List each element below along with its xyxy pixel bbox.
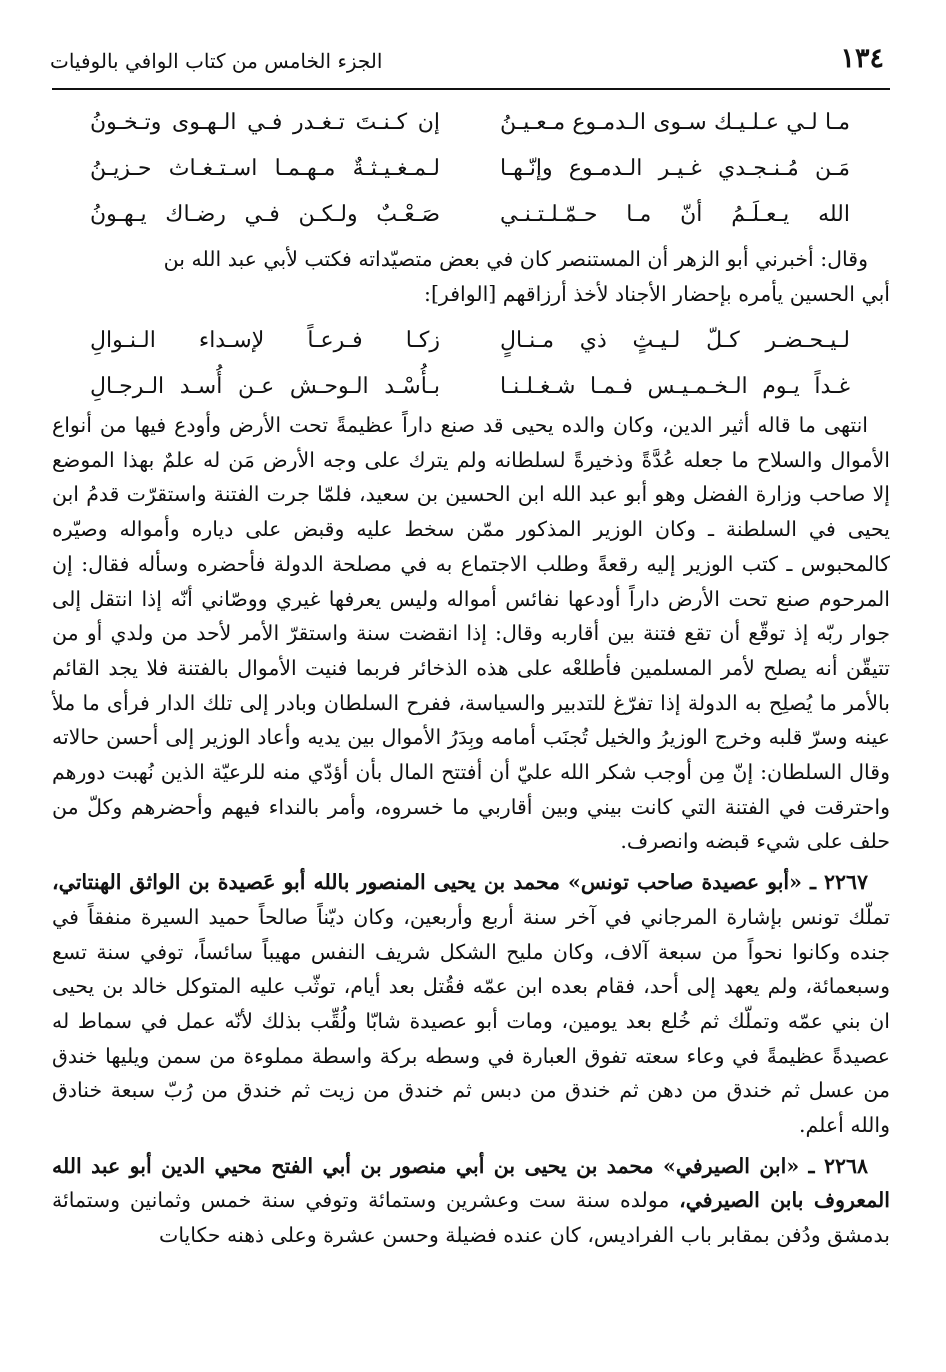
- verse-second-hemistich: لـمـغـيـثـةٌ مـهـمـا اسـتـغـاث حـزيـنُ: [90, 156, 440, 181]
- entry-body: تملّك تونس بإشارة المرجاني في آخر سنة أربع وأربعين، وكان ديّناً صالحاً حميد السيرة منفقاً في جنده وكانوا نحواً من سبعة آلاف، وكان مليح الشكل شريف النفس مهيباً سائساً، توفي سنة تسع وسبعمائة، ولم يعهد إلى أحد، فقام بعده ابن عمّه فقُتل بعد أيام، توثّب عليه المتوكل خالد بن يحيى ان بني عمّه وتملّك ثم خُلع بعد يومين، ومات أبو عصيدة شابّا ولُقِّب بذلك لأنّه عمل في سماط له عصيدةً عظيمةً في وعاء سعته تفوق العبارة في وسطه بركة واسطة مملوءة من سمن ويليها خندق من عسل ثم خندق من دهن ثم خندق من دبس ثم خندق من زيت ثم خندق من رُبّ سبعة خنادق والله أعلم.: [52, 904, 890, 1138]
- verse-first-hemistich: الله يـعـلَـمُ أنّ مـا حـمّـلـتـنـي: [500, 202, 850, 227]
- verse-second-hemistich: زكـا فـرعـاً لإسـداء الـنـوالِ: [90, 328, 440, 353]
- poem-block-1: [90, 100, 850, 238]
- verse-line: [90, 318, 850, 364]
- entry-title: ٢٢٦٧ ـ «أبو عصيدة صاحب تونس» محمد بن يحيى المنصور بالله أبو عَصيدة بن الواثق الهنتاتي،: [52, 870, 868, 895]
- verse-first-hemistich: مـا لـي عـلـيـك سـوى الـدمـوع مـعـيـنُ: [500, 110, 850, 135]
- entry-body: مولده سنة ست وعشرين وستمائة وتوفي سنة خمس وثمانين وستمائة بدمشق ودُفن بمقابر باب الفراديس، كان عنده فضيلة وحسن عشرة وعلى ذهنه حكايات: [52, 1188, 890, 1248]
- entry-title: ٢٢٦٨ ـ «ابن الصيرفي» محمد بن يحيى بن أبي منصور بن أبي الفتح محيي الدين أبو عبد الله المعروف بابن الصيرفي،: [52, 1153, 890, 1213]
- verse-second-hemistich: بـأُسْـد الـوحـش عـن أُسـد الـرجـالِ: [90, 374, 440, 399]
- verse-line: [90, 100, 850, 146]
- intro-line-1: وقال: أخبرني أبو الزهر أن المستنصر كان في بعض متصيّداته فكتب لأبي عبد الله بن: [163, 247, 868, 271]
- intro-line-2: أبي الحسين يأمره بإحضار الأجناد لأخذ أرزاقهم [الوافر]:: [424, 281, 890, 306]
- narrative-paragraph: انتهى ما قاله أثير الدين، وكان والده يحيى قد صنع داراً عظيمةً تحت الأرض وأودع فيها من أنواع الأموال والسلاح ما جعله عُدَّةً وذخيرةً لسلطانه ولم يترك على وجه الأرض مَن له علمٌ بهذا الموضع إلا صاحب وزارة الفضل وهو أبو عبد الله ابن الحسين بن سعيد، فلمّا جرت الفتنة واستقرّت قدمُ ابن يحيى في السلطنة ـ وكان الوزير المذكور ممّن سخط عليه وقبض على دياره وأمواله وصيّره كالمحبوس ـ كتب الوزير إليه رقعةً وطلب الاجتماع به في مصلحة الدولة فأحضره وسأله فقال: إن المرحوم صنع تحت الأرض داراً أودعها نفائس أمواله وليس يعرفها غيري ووصّاني أنّه إذا انتقل إلى جوار ربّه إذ توقّع أن تقع فتنة بين أقاربه وقال: إذا انقضت سنة واستقرّ الأمر لأحد من ولدي أو من تتيقّن أنه يصلح لأمر المسلمين فأطلعْه على هذه الذخائر فربما فنيت الأموال بالفتنة فلا يجد القائم بالأمر ما يُصلِح به الدولة إذا تفرّغ للتدبير والسياسة، ففرح السلطان وبادر إلى تلك الدار فرأى ما ملأ عينه وسرّ قلبه وخرج الوزيرُ والخيل تُجنَب أمامه وبِدَرُ الأموال بين يديه وأعاد الوزير إلى أحسن حالاته وقال السلطان: إنّ مِن أوجب شكر الله عليّ أن أفتتح المال بأن أؤدّي منه للرعيّة الذين نُهبت دورهم واحترقت في الفتنة التي كانت بيني وبين أقاربي ما خسروه، وأمر بالنداء فيهم وأحضرهم وكلّ من حلف على شيء قبضه وانصرف.: [52, 413, 891, 854]
- verse-second-hemistich: صَـعْـبٌ ولـكـن فـي رضـاك يـهـونُ: [90, 202, 440, 227]
- page-number: ١٣٤: [840, 43, 884, 74]
- poem-block-2: [90, 318, 850, 410]
- verse-line: [90, 146, 850, 192]
- verse-first-hemistich: لـيـحـضـر كـلّ لـيـثٍ ذي مـنـالٍ: [500, 328, 850, 353]
- header-rule: [52, 88, 890, 90]
- verse-second-hemistich: إن كـنـتَ تـغـدر فـي الـهـوى وتـخـونُ: [90, 110, 440, 135]
- intro-paragraph: [52, 242, 890, 311]
- verse-first-hemistich: غـداً يـوم الـخـمـيـس فـمـا شـغـلـنـا: [500, 374, 850, 399]
- verse-first-hemistich: مَـن مُـنـجـدي غـيـر الـدمـوع وإنّـهـا: [500, 156, 850, 181]
- entry-2267: [52, 865, 890, 1143]
- running-header-title: الجزء الخامس من كتاب الوافي بالوفيات: [50, 49, 383, 73]
- verse-line: [90, 192, 850, 238]
- entry-2268: [52, 1149, 890, 1253]
- main-text: [52, 408, 890, 1253]
- verse-line: [90, 364, 850, 410]
